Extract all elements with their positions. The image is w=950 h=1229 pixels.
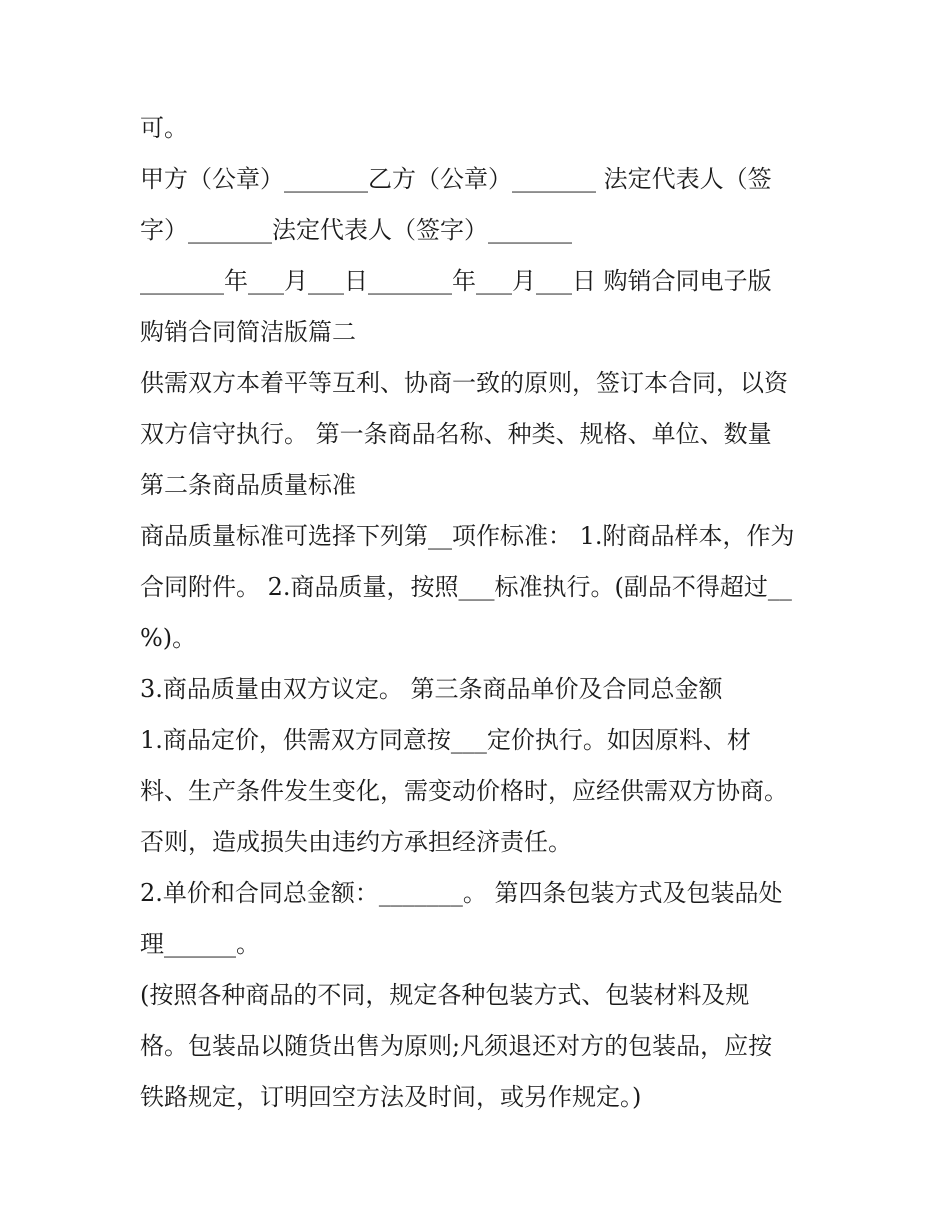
text-line: 甲方（公章）_______乙方（公章）_______ 法定代表人（签	[140, 165, 772, 193]
text-line: 否则，造成损失由违约方承担经济责任。	[140, 828, 572, 856]
text-line: 合同附件。 2.商品质量，按照___标准执行。(副品不得超过__	[140, 573, 792, 601]
text-line: 双方信守执行。 第一条商品名称、种类、规格、单位、数量	[140, 420, 772, 448]
text-line: _______年___月___日_______年___月___日 购销合同电子版	[140, 267, 772, 295]
text-line: (按照各种商品的不同，规定各种包装方式、包装材料及规	[140, 981, 750, 1009]
text-line: 字）_______法定代表人（签字）_______	[140, 216, 572, 244]
text-line: 料、生产条件发生变化，需变动价格时，应经供需双方协商。	[140, 777, 788, 805]
document-body	[140, 103, 820, 1123]
text-line: %)。	[140, 624, 197, 652]
text-line: 可。	[140, 114, 188, 142]
text-line: 铁路规定，订明回空方法及时间，或另作规定。)	[140, 1083, 642, 1111]
text-line: 1.商品定价，供需双方同意按___定价执行。如因原料、材	[140, 726, 751, 754]
text-line: 理______。	[140, 930, 260, 958]
section-heading: 购销合同简洁版篇二	[140, 318, 356, 346]
text-line: 3.商品质量由双方议定。 第三条商品单价及合同总金额	[140, 675, 723, 703]
text-line: 商品质量标准可选择下列第__项作标准： 1.附商品样本，作为	[140, 522, 795, 550]
text-line: 格。包装品以随货出售为原则;凡须退还对方的包装品，应按	[140, 1032, 773, 1060]
text-line: 供需双方本着平等互利、协商一致的原则，签订本合同，以资	[140, 369, 788, 397]
text-line: 2.单价和合同总金额：_______。 第四条包装方式及包装品处	[140, 879, 783, 907]
clause-heading: 第二条商品质量标准	[140, 471, 356, 499]
